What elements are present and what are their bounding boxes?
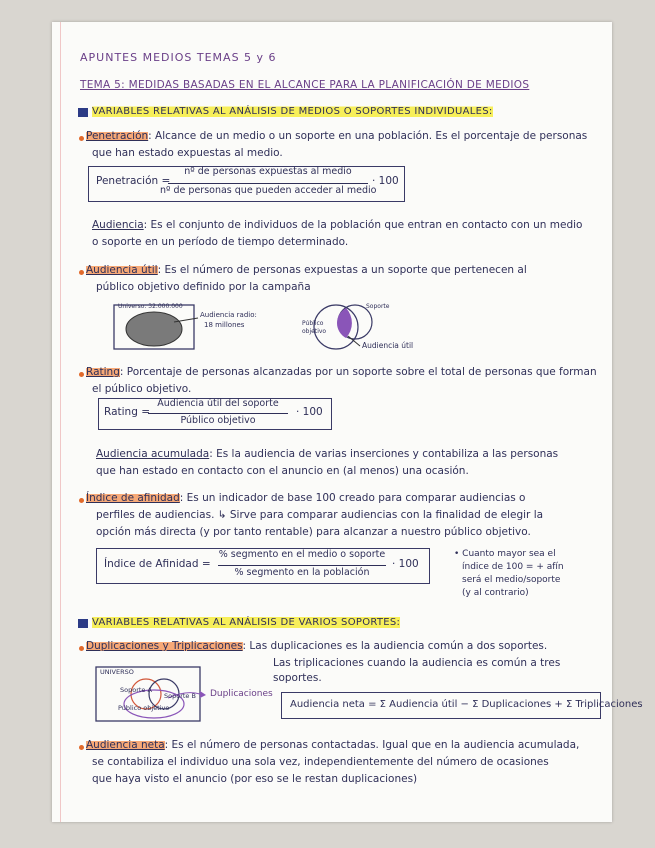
venn-audiencia-util-label: Audiencia útil <box>362 341 414 350</box>
afinidad-note-2: índice de 100 = + afín <box>462 562 564 572</box>
penetracion-text-2: que han estado expuestas al medio. <box>92 147 283 159</box>
venn-soporte-label: Soporte <box>366 303 390 310</box>
duplicaciones-text-3: soportes. <box>273 672 322 684</box>
term-audiencia-util: Audiencia útil <box>86 264 158 276</box>
duplicaciones-text-1: : Las duplicaciones es la audiencia común a dos soportes. <box>242 640 548 652</box>
page-header: APUNTES MEDIOS TEMAS 5 y 6 <box>80 51 277 64</box>
term-duplicaciones: Duplicaciones y Triplicaciones <box>86 640 243 652</box>
diagram-note-2: 18 millones <box>204 321 245 329</box>
section-bullet-icon <box>78 619 88 628</box>
term-audiencia: Audiencia <box>92 219 144 231</box>
formula-lhs: Índice de Afinidad = <box>104 558 211 570</box>
audiencia-util-text-1: : Es el número de personas expuestas a un soporte que pertenecen al <box>157 264 527 276</box>
venn-publico-label-2: objetivo <box>302 328 327 335</box>
bullet-dot <box>79 498 84 503</box>
formula-multiplier: · 100 <box>372 175 399 187</box>
diagram-note-1: Audiencia radio: <box>200 311 257 319</box>
audiencia-text-2: o soporte en un período de tiempo determinado. <box>92 236 349 248</box>
diagram-publico-objetivo: Público objetivo <box>118 704 170 712</box>
section-heading: VARIABLES RELATIVAS AL ANÁLISIS DE VARIOS SOPORTES: <box>92 617 401 628</box>
bullet-dot <box>79 372 84 377</box>
bullet-dot <box>79 270 84 275</box>
term-indice-afinidad: Índice de afinidad <box>86 492 180 504</box>
formula-numerator: Audiencia útil del soporte <box>157 398 279 409</box>
neta-text-1: : Es el número de personas contactadas. Igual que en la audiencia acumulada, <box>164 739 580 751</box>
formula-denominator: nº de personas que pueden acceder al medio <box>160 185 377 196</box>
bullet-dot <box>79 646 84 651</box>
penetracion-text-1: : Alcance de un medio o un soporte en una población. Es el porcentaje de personas <box>148 130 588 142</box>
fraction-line <box>148 413 288 414</box>
afinidad-text-2: perfiles de audiencias. ↳ Sirve para comparar audiencias con la finalidad de elegir la <box>96 509 544 521</box>
afinidad-note-3: será el medio/soporte <box>462 575 561 585</box>
afinidad-text-1: : Es un indicador de base 100 creado para comparar audiencias o <box>179 492 526 504</box>
formula-denominator: % segmento en la población <box>234 567 370 578</box>
audiencia-text-1: : Es el conjunto de individuos de la población que entran en contacto con un medio <box>143 219 583 231</box>
audiencia-neta-formula: Audiencia neta = Σ Audiencia útil − Σ Duplicaciones + Σ Triplicaciones <box>290 699 643 710</box>
bullet-dot <box>79 136 84 141</box>
acumulada-text-1: : Es la audiencia de varias inserciones y contabiliza a las personas <box>209 448 559 460</box>
section-heading: VARIABLES RELATIVAS AL ANÁLISIS DE MEDIOS O SOPORTES INDIVIDUALES: <box>92 106 493 117</box>
duplicaciones-arrow-label: Duplicaciones <box>210 689 273 699</box>
afinidad-note-4: (y al contrario) <box>462 588 529 598</box>
term-rating: Rating <box>86 366 120 378</box>
neta-text-2: se contabiliza el individuo una sola vez, independientemente del número de ocasiones <box>92 756 549 768</box>
audiencia-util-text-2: público objetivo definido por la campaña <box>96 281 311 293</box>
afinidad-text-3: opción más directa (y por tanto rentable) para alcanzar a nuestro público objetivo. <box>96 526 531 538</box>
venn-publico-label-1: Público <box>302 320 324 327</box>
formula-lhs: Penetración = <box>96 175 171 187</box>
duplicaciones-text-2: Las triplicaciones cuando la audiencia es común a tres <box>273 657 561 669</box>
diagram-soporte-a: Soporte A <box>120 686 152 694</box>
term-penetracion: Penetración <box>86 130 149 142</box>
diagram-soporte-b: Soporte B <box>164 692 196 700</box>
formula-multiplier: · 100 <box>392 558 419 570</box>
diagram-universe-label: Universo: 32.000.000 <box>118 303 183 310</box>
term-audiencia-neta: Audiencia neta <box>86 739 165 751</box>
formula-numerator: nº de personas expuestas al medio <box>184 166 352 177</box>
rating-text-2: el público objetivo. <box>92 383 192 395</box>
bullet-dot <box>79 745 84 750</box>
term-audiencia-acumulada: Audiencia acumulada <box>96 448 210 460</box>
formula-numerator: % segmento en el medio o soporte <box>218 549 386 560</box>
diagram-universe-label: UNIVERSO <box>100 668 134 676</box>
margin-line <box>60 22 61 822</box>
formula-multiplier: · 100 <box>296 406 323 418</box>
formula-denominator: Público objetivo <box>180 415 256 426</box>
fraction-line <box>218 565 386 566</box>
rating-text-1: : Porcentaje de personas alcanzadas por un soporte sobre el total de personas que forman <box>119 366 597 378</box>
acumulada-text-2: que han estado en contacto con el anuncio en (al menos) una ocasión. <box>96 465 469 477</box>
fraction-line <box>168 183 368 184</box>
tema-title: TEMA 5: MEDIDAS BASADAS EN EL ALCANCE PARA LA PLANIFICACIÓN DE MEDIOS <box>80 79 530 91</box>
neta-text-3: que haya visto el anuncio (por eso se le restan duplicaciones) <box>92 773 418 785</box>
section-bullet-icon <box>78 108 88 117</box>
afinidad-note-1: • Cuanto mayor sea el <box>454 549 556 559</box>
formula-lhs: Rating = <box>104 406 150 418</box>
